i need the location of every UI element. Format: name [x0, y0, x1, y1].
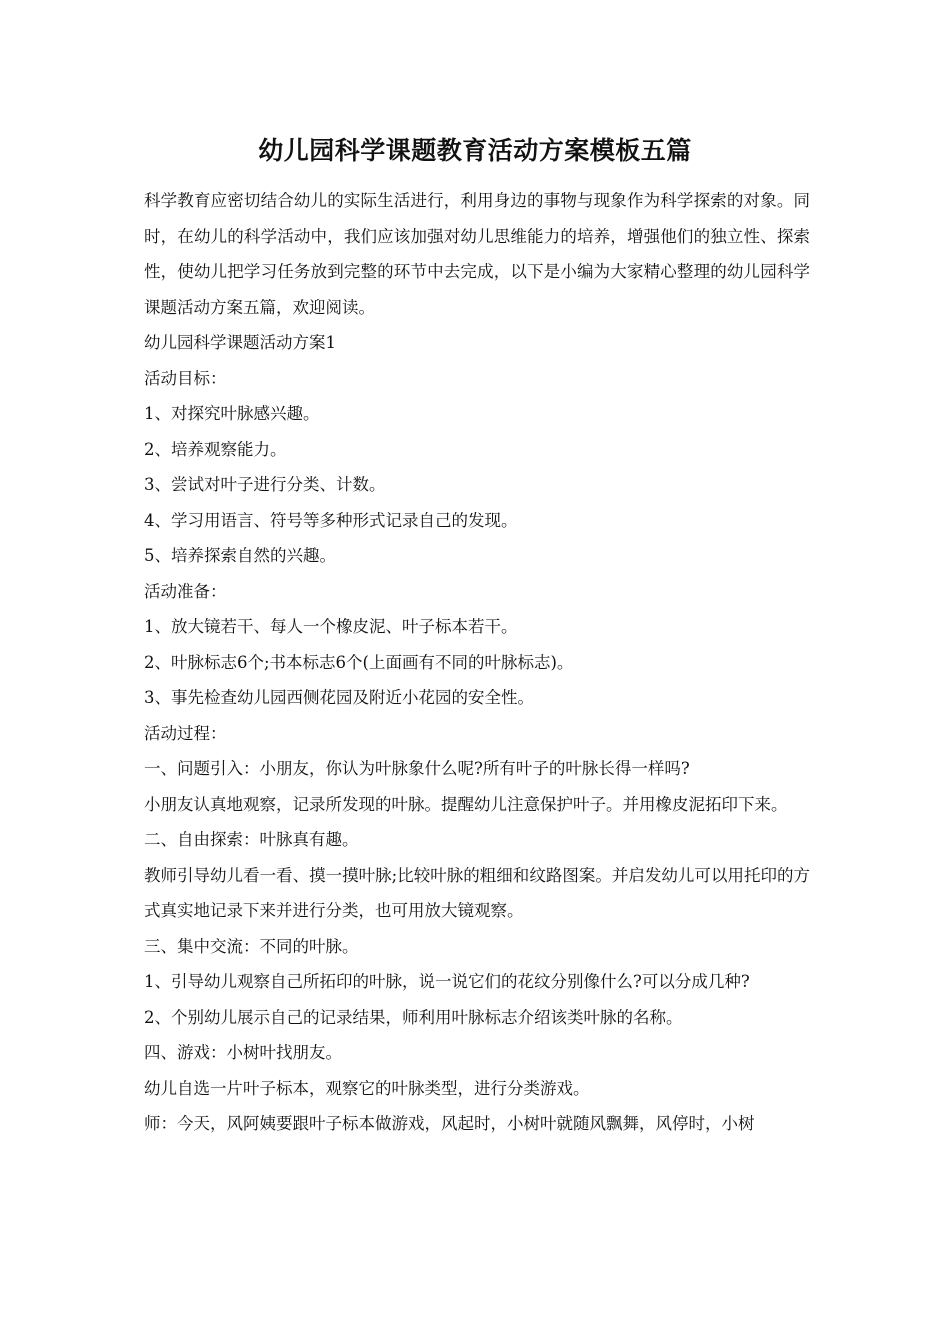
preparation-item: 3、事先检查幼儿园西侧花园及附近小花园的安全性。	[144, 688, 534, 707]
goal-item: 1、对探究叶脉感兴趣。	[144, 404, 320, 423]
intro-paragraph: 科学教育应密切结合幼儿的实际生活进行，利用身边的事物与现象作为科学探索的对象。同时，在幼儿的科学活动中，我们应该加强对幼儿思维能力的培养，增强他们的独立性、探索性，使幼儿把学习任务放到完整的环节中去完成，以下是小编为大家精心整理的幼儿园科学课题活动方案五篇，欢迎阅读。	[144, 191, 810, 317]
section-heading-preparation: 活动准备：	[144, 581, 227, 601]
goal-item: 2、培养观察能力。	[144, 439, 287, 459]
preparation-item: 2、叶脉标志6个;书本标志6个(上面画有不同的叶脉标志)。	[144, 652, 574, 672]
process-paragraph: 2、个别幼儿展示自己的记录结果，师利用叶脉标志介绍该类叶脉的名称。	[144, 1007, 683, 1027]
process-paragraph: 幼儿自选一片叶子标本，观察它的叶脉类型，进行分类游戏。	[144, 1078, 590, 1098]
preparation-item: 1、放大镜若干、每人一个橡皮泥、叶子标本若干。	[144, 617, 518, 636]
process-paragraph: 师：今天，风阿姨要跟叶子标本做游戏，风起时，小树叶就随风飘舞，风停时，小树	[144, 1114, 755, 1133]
document-body	[144, 183, 810, 1142]
section-heading-process: 活动过程：	[144, 723, 227, 743]
process-paragraph: 1、引导幼儿观察自己所拓印的叶脉，说一说它们的花纹分别像什么?可以分成几种?	[144, 972, 750, 991]
plan-heading: 幼儿园科学课题活动方案1	[144, 333, 336, 352]
process-paragraph: 教师引导幼儿看一看、摸一摸叶脉;比较叶脉的粗细和纹路图案。并启发幼儿可以用托印的方式真实地记录下来并进行分类，也可用放大镜观察。	[144, 865, 810, 920]
process-step: 一、问题引入：小朋友，你认为叶脉象什么呢?所有叶子的叶脉长得一样吗?	[144, 759, 690, 778]
process-paragraph: 小朋友认真地观察，记录所发现的叶脉。提醒幼儿注意保护叶子。并用橡皮泥拓印下来。	[144, 794, 788, 814]
section-heading-goals: 活动目标：	[144, 368, 227, 388]
process-step: 四、游戏：小树叶找朋友。	[144, 1043, 342, 1062]
document-title: 幼儿园科学课题教育活动方案模板五篇	[258, 136, 692, 165]
goal-item: 4、学习用语言、符号等多种形式记录自己的发现。	[144, 510, 518, 530]
process-step: 三、集中交流：不同的叶脉。	[144, 936, 359, 956]
process-step: 二、自由探索：叶脉真有趣。	[144, 830, 359, 849]
goal-item: 3、尝试对叶子进行分类、计数。	[144, 475, 386, 494]
goal-item: 5、培养探索自然的兴趣。	[144, 546, 336, 565]
